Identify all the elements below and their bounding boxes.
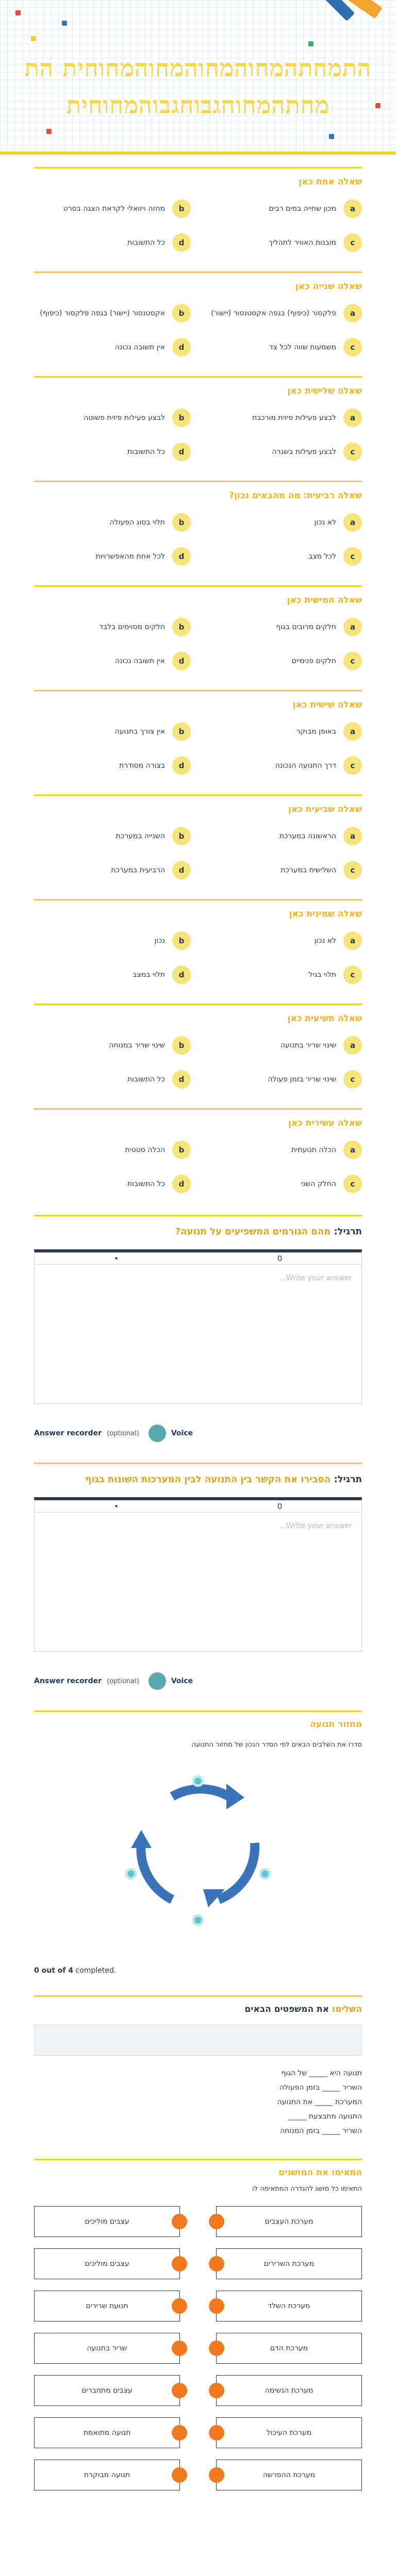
question-block [34,1004,362,1095]
question-title: שאלה רביעית: מה מהבאים נכון? [229,490,362,501]
page-header [0,0,396,155]
arrowhead-icon [226,1784,244,1809]
question-block [34,794,362,886]
answer-option[interactable] [34,1035,191,1056]
answer-toolbar [34,1249,362,1265]
answer-option[interactable] [34,860,191,880]
match-text: מערכת הדם [270,2344,308,2352]
option-text: הכלה סטטית [125,1145,165,1154]
answer-options [34,198,362,253]
option-letter: d [172,338,191,357]
connector-knob[interactable] [172,2256,187,2272]
match-item-left[interactable] [34,2417,180,2448]
fill-title-rest: את המשפטים הבאים [244,2004,329,2014]
answer-option[interactable] [205,930,362,951]
answer-option[interactable] [34,651,191,671]
question-block [34,167,362,258]
answer-option[interactable] [34,1140,191,1160]
question-title: שאלה שביעית כאן [288,804,362,815]
completion-status [34,1967,362,1975]
option-text: מכון שחייה במים רבים [269,204,336,213]
match-text: תנועה מתואמת [83,2428,131,2437]
answer-options [34,721,362,776]
option-text: שינוי שריר בזמן פעולה [268,1075,336,1083]
open-question-title [34,1225,362,1239]
option-text: מחזה ויזואלי לקראת הצגה בסרט [63,204,165,213]
toolbar-col[interactable]: • [114,1501,119,1511]
option-text: שינוי שריר בתנועה [280,1041,336,1049]
option-letter: b [172,1141,191,1159]
connector-knob[interactable] [172,2341,187,2356]
option-letter: c [343,1070,362,1089]
option-text: פלקסור (כיפוף) בגפה אקסטנסור (יישור) [211,309,336,317]
answer-option[interactable] [205,512,362,533]
cycle-section [34,1710,362,1975]
voice-label: Voice [171,1677,193,1685]
match-item-left[interactable] [34,2375,180,2406]
option-letter: b [172,1036,191,1055]
confetti-decoration [308,41,314,46]
option-letter: c [343,756,362,775]
cycle-node[interactable] [193,1916,203,1925]
option-text: השלישית במערכת [280,866,336,874]
question-title: שאלה שלישית כאן [287,386,362,396]
answer-option[interactable] [34,1069,191,1090]
match-item-left[interactable] [34,2291,180,2321]
option-letter: d [172,652,191,670]
connector-knob[interactable] [209,2425,224,2441]
arrowhead-icon [131,1830,152,1848]
question-title: שאלה תשיעית כאן [287,1013,362,1024]
matching-section [34,2159,362,2490]
option-letter: b [172,409,191,427]
open-question-text: הסבירו את הקשר בין התנועה לבין המערכות השונות בגוף [85,1474,331,1485]
match-item-right[interactable] [216,2333,362,2364]
match-text: מערכת ההפרשה [262,2470,316,2479]
option-letter: c [343,233,362,252]
match-item-left[interactable] [34,2248,180,2279]
answer-option[interactable] [205,442,362,462]
match-text: מערכת השרירים [263,2259,315,2268]
fill-title-highlight: השלימו [332,2004,362,2014]
connector-knob[interactable] [172,2467,187,2483]
question-title: שאלה שנייה כאן [295,281,362,292]
option-letter: b [172,931,191,950]
option-text: כל התשובות [127,447,165,456]
open-question-text: מהם הגורמים המשפיעים על תנועה? [175,1226,331,1237]
option-letter: b [172,199,191,218]
option-text: השנייה במערכת [116,832,165,840]
connector-knob[interactable] [209,2383,224,2398]
option-letter: b [172,513,191,532]
option-letter: d [172,547,191,566]
match-text: תנועת שרירים [86,2301,128,2310]
answer-option[interactable] [205,1069,362,1090]
option-text: חלקים פנימיים [291,656,336,665]
answer-recorder [34,1672,362,1690]
answer-option[interactable] [205,1035,362,1056]
confetti-decoration [329,134,334,139]
option-letter: c [343,547,362,566]
match-item-left[interactable] [34,2460,180,2490]
fill-line: תנועה היא _____ של הגוף [281,2069,362,2077]
option-letter: b [172,827,191,845]
option-text: אין תשובה נכונה [115,343,165,351]
option-letter: a [343,1141,362,1159]
question-title: שאלה עשירית כאן [288,1118,362,1128]
option-letter: c [343,1175,362,1193]
match-item-right[interactable] [216,2417,362,2448]
option-letter: a [343,931,362,950]
answer-option[interactable] [205,964,362,985]
option-letter: c [343,861,362,879]
option-letter: a [343,304,362,323]
connector-knob[interactable] [172,2298,187,2314]
option-letter: d [172,1070,191,1089]
answer-option[interactable] [205,198,362,219]
option-letter: a [343,618,362,636]
answer-option[interactable] [34,930,191,951]
fill-line: השריר _____ בזמן הפעולה [279,2083,362,2092]
answer-options [34,512,362,567]
confetti-decoration [31,36,36,41]
question-title: שאלה אחת כאן [299,177,362,187]
confetti-decoration [375,103,381,108]
option-text: אקסטנסור (יישור) בגפה פלקסור (כיפוף) [40,309,165,317]
confetti-decoration [15,10,21,15]
answer-option[interactable] [205,546,362,567]
cycle-arrow [172,1789,229,1797]
option-letter: a [343,513,362,532]
option-letter: d [172,756,191,775]
cycle-arrow [141,1843,172,1900]
fill-title [34,2004,362,2014]
open-question [34,1463,362,1690]
answer-option[interactable] [205,755,362,776]
recorder-label: Answer recorder [34,1429,102,1437]
fill-lines [34,2066,362,2138]
record-button[interactable] [148,1672,166,1690]
answer-option[interactable] [34,198,191,219]
option-letter: b [172,304,191,323]
answer-option[interactable] [34,408,191,428]
option-text: החלק השני [301,1179,336,1188]
option-letter: d [172,861,191,879]
option-text: תלוי במצב [133,970,165,979]
answer-option[interactable] [205,1174,362,1194]
option-text: לכל מצב [308,552,336,561]
option-letter: c [343,652,362,670]
question-block [34,272,362,363]
answer-option[interactable] [205,232,362,253]
answer-option[interactable] [34,1174,191,1194]
answer-option[interactable] [205,826,362,846]
match-description: התאימו כל מושג להגדרה המתאימה לו [252,2185,362,2193]
match-item-right[interactable] [216,2375,362,2406]
option-text: דרך התנועה הנכונה [275,761,336,770]
connector-knob[interactable] [209,2256,224,2272]
answer-options [34,1140,362,1194]
option-letter: d [172,443,191,461]
option-text: שינוי שריר במנוחה [109,1041,165,1049]
answer-option[interactable] [34,755,191,776]
option-text: לכל אחת מהאפשרויות [95,552,165,561]
connector-knob[interactable] [209,2341,224,2356]
option-letter: a [343,409,362,427]
record-button[interactable] [148,1425,166,1442]
question-block [34,899,362,990]
page-title: התמחתהמחוהמחוהמחוהמחוחית התמחתהמחוחגבוחגבוהמחוחית [24,54,372,119]
confetti-decoration [62,21,67,26]
option-text: לבצע פעילות פיזית מורכבת [252,413,336,422]
match-item-left[interactable] [34,2333,180,2364]
answer-options [34,826,362,880]
option-text: לא נכון [314,936,336,945]
completion-count: 0 out of 4 [34,1967,74,1975]
match-text: תנועה מבוקרת [84,2470,130,2479]
option-text: לא נכון [314,518,336,527]
match-text: מערכת הנשימה [265,2386,314,2395]
option-text: אין צורך בתנועה [114,727,165,736]
toolbar-col[interactable]: 0 [277,1253,283,1263]
option-text: אין תשובה נכונה [115,656,165,665]
option-text: כל התשובות [127,238,165,247]
answer-options [34,303,362,358]
option-text: בצורה מסודרת [119,761,165,770]
option-letter: a [343,1036,362,1055]
answer-option[interactable] [205,651,362,671]
question-title: שאלה שמינית כאן [289,909,362,919]
connector-knob[interactable] [172,2214,187,2229]
fill-line: התנועה מתבצעת _____ [288,2112,362,2121]
completion-suffix: completed. [75,1967,117,1975]
answer-textarea[interactable]: Write your answer... [34,1265,362,1404]
answer-option[interactable] [34,337,191,358]
answer-option[interactable] [34,721,191,742]
option-text: לבצע פעילות בשגרה [272,447,336,456]
question-block [34,690,362,781]
option-text: כל התשובות [127,1075,165,1083]
question-title: שאלה שישית כאן [292,700,362,710]
answer-option[interactable] [34,232,191,253]
option-text: הכלה תנועתית [291,1145,336,1154]
answer-options [34,930,362,985]
answer-option[interactable] [34,546,191,567]
question-title: שאלה חמישית כאן [287,595,362,605]
open-question-prefix: תרגיל: [334,1474,362,1485]
option-text: נכון [154,936,165,945]
fill-line: המערכת _____ את התנועה [277,2098,362,2106]
option-letter: d [172,1175,191,1193]
option-text: הרביעית במערכת [111,866,165,874]
option-text: כל התשובות [127,1179,165,1188]
match-grid [34,2206,362,2490]
match-item-left[interactable] [34,2206,180,2237]
pencil-decoration [303,0,355,21]
option-text: תלוי בגיל [308,970,336,979]
option-text: חלקים מסוימים בלבד [99,622,165,631]
match-text: עצבים מוליכים [85,2217,129,2226]
open-question-title [34,1472,362,1487]
option-letter: c [343,338,362,357]
option-text: באופן מבוקר [296,727,336,736]
option-text: מובנות האוויר לתהליך [268,238,336,247]
option-letter: b [172,618,191,636]
answer-option[interactable] [205,337,362,358]
match-text: מערכת העיכול [266,2428,312,2437]
answer-textarea[interactable]: Write your answer... [34,1513,362,1652]
match-text: מערכת העצבים [265,2217,314,2226]
match-item-right[interactable] [216,2248,362,2279]
option-text: הראשונה במערכת [279,832,336,840]
answer-option[interactable] [34,826,191,846]
answer-option[interactable] [34,617,191,637]
connector-knob[interactable] [209,2214,224,2229]
option-letter: c [343,443,362,461]
answer-option[interactable] [34,303,191,324]
confetti-decoration [46,129,52,134]
open-question [34,1215,362,1442]
answer-options [34,1035,362,1090]
option-letter: a [343,827,362,845]
recorder-optional: (optional) [106,1677,139,1685]
option-letter: a [343,199,362,218]
question-block [34,481,362,572]
match-item-right[interactable] [216,2460,362,2490]
option-letter: c [343,965,362,984]
option-letter: d [172,965,191,984]
recorder-optional: (optional) [106,1429,139,1437]
option-letter: b [172,722,191,741]
answer-option[interactable] [34,512,191,533]
cycle-diagram [110,1760,286,1936]
connector-knob[interactable] [209,2298,224,2314]
connector-knob[interactable] [172,2425,187,2441]
option-text: תלוי בסוג הפעולה [109,518,165,527]
option-text: לבצע פעילות פיזית פשוטה [84,413,165,422]
answer-option[interactable] [205,617,362,637]
answer-option[interactable] [205,303,362,324]
match-text: מערכת השלד [268,2301,310,2310]
toolbar-col[interactable]: • [114,1253,119,1263]
match-text: עצבים מוליכים [85,2259,129,2268]
cycle-description: סדרו את השלבים הבאים לפי הסדר הנכון של מחזור התנועה [191,1741,362,1749]
question-block [34,585,362,676]
cycle-node[interactable] [126,1869,136,1878]
option-letter: a [343,722,362,741]
voice-label: Voice [171,1429,193,1437]
cycle-arrow [219,1843,255,1900]
match-item-right[interactable] [216,2206,362,2237]
match-text: שריר בתנועה [87,2344,127,2352]
fill-in-section [34,1995,362,2138]
recorder-label: Answer recorder [34,1677,102,1685]
answer-recorder [34,1425,362,1442]
open-question-prefix: תרגיל: [334,1226,362,1237]
fill-line: השריר _____ בזמן המנוחה [280,2127,362,2135]
answer-option[interactable] [205,721,362,742]
toolbar-col[interactable]: 0 [277,1501,283,1511]
answer-toolbar [34,1497,362,1513]
option-text: חלקים מרובים בגוף [276,622,336,631]
option-letter: d [172,233,191,252]
match-item-right[interactable] [216,2291,362,2321]
option-text: משמעות שווה לכל צד [269,343,336,351]
question-block [34,1108,362,1199]
answer-option[interactable] [205,408,362,428]
question-block [34,376,362,467]
match-title: התאימו את המושגים [278,2167,362,2178]
match-text: עצבים מתחברים [81,2386,133,2395]
answer-option[interactable] [34,442,191,462]
cycle-node[interactable] [193,1776,203,1786]
answer-option[interactable] [34,964,191,985]
cycle-node[interactable] [260,1869,270,1878]
answer-option[interactable] [205,860,362,880]
answer-options [34,617,362,671]
answer-option[interactable] [205,1140,362,1160]
word-bank[interactable] [34,2025,362,2056]
cycle-arrows [141,1789,255,1900]
answer-options [34,408,362,462]
cycle-title: מחזור תנועה [310,1719,362,1730]
connector-knob[interactable] [209,2467,224,2483]
connector-knob[interactable] [172,2383,187,2398]
